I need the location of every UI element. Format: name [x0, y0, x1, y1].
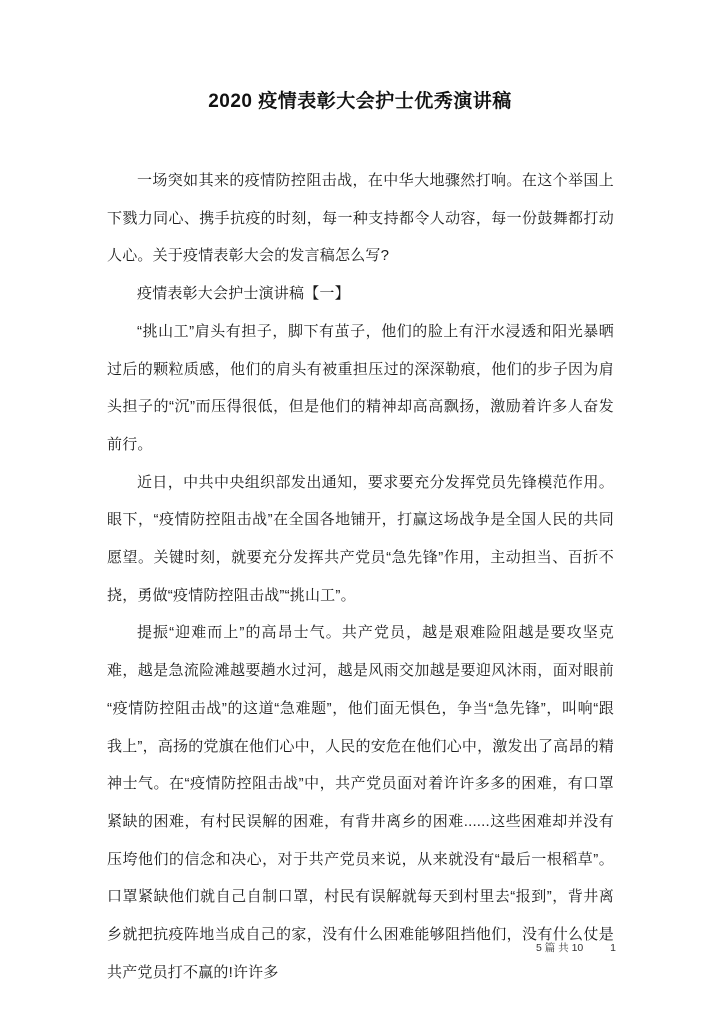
paragraph-tiaoshangong: “挑山工”肩头有担子，脚下有茧子，他们的脸上有汗水浸透和阳光暴晒过后的颗粒质感，他们的肩头有被重担压过的深深勒痕，他们的步子因为肩头担子的“沉”而压得很低，但是他们的精神却高高飘扬，激励着许多人奋发前行。 [107, 322, 614, 453]
document-body [107, 162, 614, 991]
paragraph-morale: 提振“迎难而上”的高昂士气。共产党员，越是艰难险阻越是要攻坚克难，越是急流险滩越要趟水过河，越是风雨交加越是要迎风沐雨，面对眼前“疫情防控阻击战”的这道“急难题”，他们面无惧色，争当“急先锋”，叫响“跟我上”，高扬的党旗在他们心中，人民的安危在他们心中，激发出了高昂的精神士气。在“疫情防控阻击战”中，共产党员面对着许许多多的困难，有口罩紧缺的困难，有村民误解的困难，有背井离乡的困难......这些困难却并没有压垮他们的信念和决心，对于共产党员来说，从来就没有“最后一根稻草”。口罩紧缺他们就自己自制口罩，村民有误解就每天到村里去“报到”，背井离乡就把抗疫阵地当成自己的家，没有什么困难能够阻挡他们，没有什么仗是共产党员打不赢的!许许多 [107, 624, 614, 981]
footer-article-count: 5 篇 共 10 [536, 942, 584, 954]
document-title: 2020 疫情表彰大会护士优秀演讲稿 [208, 91, 512, 112]
paragraph-intro: 一场突如其来的疫情防控阻击战，在中华大地骤然打响。在这个举国上下戮力同心、携手抗疫的时刻，每一种支持都令人动容，每一份鼓舞都打动人心。关于疫情表彰大会的发言稿怎么写? [107, 172, 614, 265]
paragraph-section-heading: 疫情表彰大会护士演讲稿【一】 [137, 285, 350, 303]
page-footer [536, 940, 616, 956]
footer-page-number: 1 [610, 942, 616, 954]
paragraph-notice: 近日，中共中央组织部发出通知，要求要充分发挥党员先锋模范作用。眼下，“疫情防控阻击战”在全国各地铺开，打赢这场战争是全国人民的共同愿望。关键时刻，就要充分发挥共产党员“急先锋”作用，主动担当、百折不挠，勇做“疫情防控阻击战”“挑山工”。 [107, 473, 614, 604]
